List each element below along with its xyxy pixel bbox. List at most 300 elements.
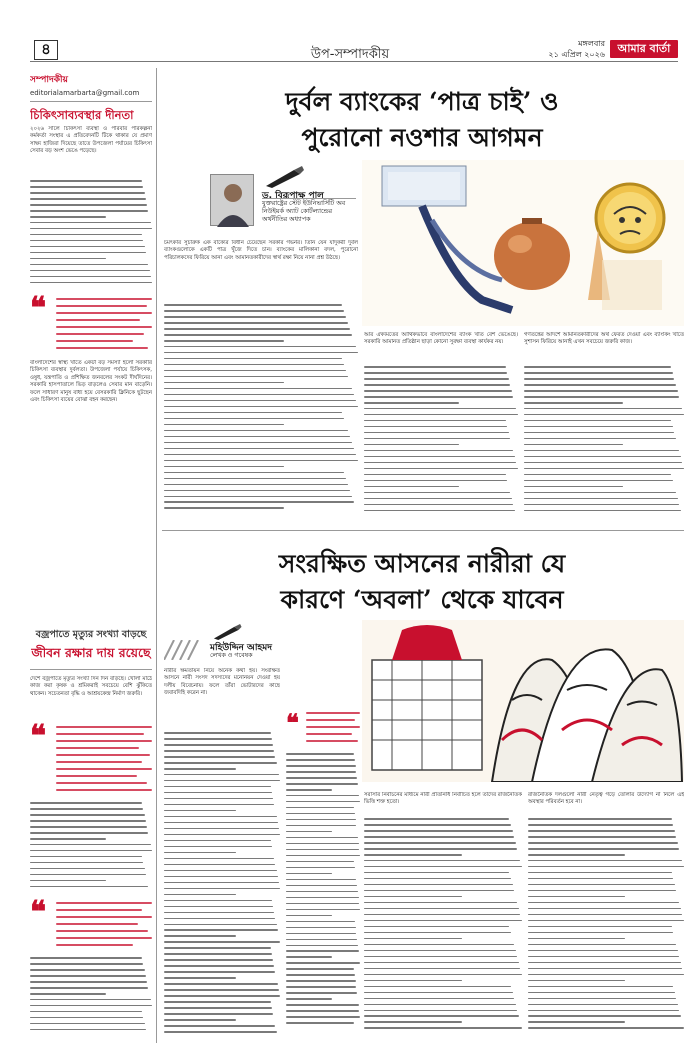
text-line	[30, 844, 151, 846]
text-line	[528, 980, 625, 982]
text-line	[164, 406, 358, 408]
text-line	[286, 849, 359, 851]
pen-icon	[210, 624, 244, 640]
text-line	[30, 838, 106, 840]
text-line	[30, 1029, 146, 1031]
text-line	[164, 412, 342, 414]
article1-author-role: যুক্তরাষ্ট্রের স্টেট ইউনিভার্সিটি অব নিউইয়র্ক অ্যাট কোর্টল্যান্ডের অর্থনীতির অধ্যাপক	[262, 200, 346, 223]
quote-mark-icon: ❝	[30, 895, 47, 930]
article2-body-lines	[528, 818, 684, 1038]
article2-author-role: লেখক ও গবেষক	[210, 652, 253, 659]
article2-col3-text: সরাসরি নির্বাচনের মাধ্যমে নারী প্রতিনিধি নির্বাচিত হলে তাঁদের রাজনৈতিক ভিত্তি শক্ত হতো।	[364, 792, 522, 806]
text-line	[30, 210, 148, 212]
text-line	[524, 474, 671, 476]
text-line	[164, 792, 272, 794]
text-line	[164, 888, 280, 890]
text-line	[528, 860, 682, 862]
text-line	[30, 1023, 145, 1025]
text-line	[364, 498, 512, 500]
text-line	[286, 813, 355, 815]
article2-col4-text: রাজনৈতিক দলগুলো নারী নেতৃত্ব গড়ে তোলার উদ্যোগ না নিলে এই অবস্থার পরিবর্তন হবে না।	[528, 792, 684, 806]
text-line	[286, 1022, 354, 1024]
text-line	[364, 366, 506, 368]
text-line	[164, 894, 236, 896]
text-line	[364, 1021, 462, 1023]
text-line	[164, 804, 274, 806]
text-line	[286, 939, 357, 941]
column-divider	[156, 68, 157, 1043]
text-line	[286, 968, 354, 970]
text-line	[286, 879, 356, 881]
text-line	[164, 364, 344, 366]
text-line	[528, 986, 673, 988]
editorial2-pull-quote	[30, 719, 152, 796]
text-line	[364, 848, 517, 850]
text-line	[164, 352, 358, 354]
article1-col2-text: আর ঐক্যমতের আর্থিকভাবে বাংলাদেশের ব্যাংক খাত বেশ ভেঙেছে। সরকারি আমানত প্রতিষ্ঠান ছাড়া কোনো সুরক্ষা ব্যবস্থা কার্যকর নয়।	[364, 332, 518, 346]
text-line	[30, 808, 143, 810]
text-line	[524, 438, 676, 440]
article1-author-name: ড. বিরূপাক্ষ পাল	[262, 191, 324, 201]
text-line	[164, 322, 348, 324]
text-line	[164, 780, 280, 782]
text-line	[286, 903, 359, 905]
text-line	[528, 962, 681, 964]
text-line	[30, 826, 147, 828]
text-line	[164, 762, 277, 764]
text-line	[164, 935, 236, 937]
text-line	[164, 840, 271, 842]
text-line	[364, 896, 462, 898]
text-line	[364, 396, 513, 398]
article1-headline-line1: দুর্বল ব্যাংকের ‘পাত্র চাই’ ও	[285, 87, 559, 116]
text-line	[524, 450, 679, 452]
text-line	[30, 975, 146, 977]
text-line	[528, 950, 678, 952]
text-line	[286, 1004, 359, 1006]
text-line	[364, 486, 459, 488]
text-line	[524, 372, 673, 374]
text-line	[364, 480, 507, 482]
text-line	[364, 920, 522, 922]
text-line	[286, 801, 360, 803]
text-line	[528, 854, 625, 856]
text-line	[286, 897, 359, 899]
article1-body-lines	[364, 366, 518, 516]
text-line	[30, 969, 145, 971]
text-line	[164, 1001, 271, 1003]
editorial2-lead: দেশে বজ্রপাতে মৃত্যুর সংখ্যা দিন দিন বাড়ছে। খোলা মাঠে কাজ করা কৃষক ও শ্রমিকরাই সবচেয়ে বেশি ঝুঁকিতে থাকেন। সচেতনতা বৃদ্ধি ও আশ্রয়কেন্দ্র নির্মাণ জরুরি।	[30, 676, 152, 697]
text-line	[286, 956, 332, 958]
text-line	[164, 810, 236, 812]
text-line	[164, 310, 344, 312]
text-line	[364, 998, 514, 1000]
text-line	[30, 264, 148, 266]
text-line	[524, 432, 674, 434]
text-line	[164, 846, 272, 848]
editorial2-pull-quote-2	[30, 895, 152, 951]
text-line	[164, 376, 348, 378]
text-line	[364, 830, 513, 832]
text-line	[164, 328, 350, 330]
text-line	[164, 977, 236, 979]
text-line	[524, 420, 671, 422]
header-rule	[30, 61, 678, 62]
text-line	[286, 765, 356, 767]
text-line	[30, 234, 142, 236]
editorial2-headline: জীবন রক্ষার দায় রয়েছে	[30, 645, 152, 670]
text-line	[286, 974, 355, 976]
text-line	[164, 882, 279, 884]
text-line	[524, 456, 681, 458]
text-line	[164, 394, 354, 396]
text-line	[528, 902, 679, 904]
text-line	[528, 1021, 625, 1023]
text-line	[286, 819, 356, 821]
text-line	[164, 870, 277, 872]
text-line	[164, 370, 346, 372]
text-line	[30, 282, 152, 284]
text-line	[164, 744, 273, 746]
article1-byline	[210, 166, 358, 232]
text-line	[524, 468, 684, 470]
text-line	[364, 468, 518, 470]
article1-illustration	[362, 160, 684, 326]
text-line	[164, 507, 284, 509]
text-line	[30, 856, 142, 858]
text-line	[30, 814, 145, 816]
text-line	[164, 400, 356, 402]
text-line	[364, 414, 518, 416]
text-line	[286, 885, 357, 887]
text-line	[286, 998, 332, 1000]
text-line	[30, 204, 147, 206]
text-line	[286, 777, 357, 779]
text-line	[30, 880, 106, 882]
text-line	[364, 992, 513, 994]
text-line	[164, 983, 278, 985]
text-line	[164, 472, 344, 474]
text-line	[364, 390, 512, 392]
text-line	[30, 186, 143, 188]
text-line	[30, 957, 142, 959]
text-line	[286, 783, 358, 785]
text-line	[524, 378, 674, 380]
text-line	[286, 915, 332, 917]
text-line	[528, 926, 672, 928]
text-line	[524, 366, 671, 368]
text-line	[164, 358, 342, 360]
text-line	[30, 276, 151, 278]
text-line	[30, 1011, 142, 1013]
article1-column-2	[364, 332, 518, 518]
text-line	[524, 390, 678, 392]
text-line	[164, 924, 277, 926]
text-line	[364, 1004, 516, 1006]
article2-column-4	[528, 792, 684, 1042]
text-line	[364, 884, 513, 886]
text-line	[524, 510, 681, 512]
text-line	[164, 858, 274, 860]
text-line	[30, 240, 143, 242]
text-line	[30, 981, 147, 983]
pull-quote-lines	[56, 898, 152, 951]
text-line	[364, 824, 511, 826]
text-line	[286, 933, 356, 935]
text-line	[524, 402, 623, 404]
text-line	[528, 920, 684, 922]
text-line	[364, 1015, 519, 1017]
article1-headline-line2: পুরোনো নওশার আগমন	[301, 123, 543, 152]
editorial-body	[30, 360, 152, 620]
text-line	[364, 438, 510, 440]
text-line	[364, 384, 510, 386]
text-line	[164, 900, 272, 902]
text-line	[364, 432, 509, 434]
text-line	[30, 862, 143, 864]
text-line	[30, 874, 146, 876]
text-line	[164, 501, 354, 503]
text-line	[364, 504, 513, 506]
text-line	[364, 980, 462, 982]
text-line	[524, 384, 676, 386]
page-header	[0, 0, 700, 62]
text-line	[528, 836, 676, 838]
text-line	[164, 959, 273, 961]
quote-mark-icon: ❝	[286, 708, 299, 737]
text-line	[30, 999, 151, 1001]
text-line	[364, 1027, 522, 1029]
text-line	[164, 460, 358, 462]
text-line	[524, 492, 676, 494]
article2-illustration	[362, 620, 684, 782]
text-line	[528, 1015, 681, 1017]
text-line	[524, 462, 682, 464]
text-line	[30, 802, 142, 804]
text-line	[164, 334, 352, 336]
text-line	[286, 980, 356, 982]
issue-date	[548, 38, 605, 60]
text-line	[286, 855, 360, 857]
article1-column-1	[164, 240, 358, 518]
text-line	[286, 873, 332, 875]
text-line	[364, 932, 511, 934]
text-line	[528, 872, 672, 874]
byline-stripes-icon	[164, 640, 204, 660]
text-line	[164, 496, 352, 498]
section-title: উপ-সম্পাদকীয়	[310, 47, 390, 62]
text-line	[164, 816, 277, 818]
text-line	[164, 965, 274, 967]
text-line	[30, 963, 143, 965]
text-line	[164, 798, 273, 800]
text-line	[286, 962, 360, 964]
text-line	[164, 989, 279, 991]
text-line	[364, 968, 520, 970]
text-line	[164, 484, 348, 486]
text-line	[528, 830, 675, 832]
text-line	[524, 480, 673, 482]
text-line	[528, 824, 673, 826]
text-line	[164, 732, 271, 734]
text-line	[286, 807, 354, 809]
text-line	[164, 1019, 236, 1021]
text-line	[164, 478, 346, 480]
text-line	[30, 228, 152, 230]
text-line	[164, 448, 354, 450]
article1-body-lines	[524, 366, 684, 516]
text-line	[30, 886, 148, 888]
text-line	[528, 974, 684, 976]
article2-headline-line1: সংরক্ষিত আসনের নারীরা যে	[278, 549, 566, 578]
text-line	[528, 968, 682, 970]
text-line	[164, 430, 348, 432]
text-line	[30, 868, 145, 870]
text-line	[164, 918, 275, 920]
text-line	[286, 753, 354, 755]
text-line	[164, 436, 350, 438]
text-line	[524, 444, 623, 446]
text-line	[164, 822, 278, 824]
text-line	[30, 180, 142, 182]
quote-mark-icon: ❝	[30, 719, 47, 754]
article1-body-lines	[164, 304, 358, 514]
text-line	[164, 418, 344, 420]
text-line	[164, 864, 275, 866]
text-line	[164, 442, 352, 444]
text-line	[364, 944, 514, 946]
article2-column-2	[286, 668, 360, 1042]
text-line	[30, 198, 146, 200]
article2-column-1	[164, 668, 280, 1042]
text-line	[528, 1010, 679, 1012]
text-line	[524, 504, 679, 506]
text-line	[164, 340, 284, 342]
text-line	[30, 216, 106, 218]
article2-byline	[210, 624, 350, 664]
text-line	[364, 986, 511, 988]
editorial-headline: চিকিৎসাব্যবস্থার দীনতা	[30, 108, 134, 122]
text-line	[364, 420, 506, 422]
article2-headline-line2: কারণে ‘অবলা’ থেকে যাবেন	[280, 585, 564, 614]
text-line	[286, 992, 357, 994]
text-line	[30, 1017, 143, 1019]
issue-day: মঙ্গলবার	[578, 39, 605, 48]
text-line	[364, 402, 459, 404]
text-line	[364, 426, 507, 428]
text-line	[164, 852, 236, 854]
pull-quote-lines	[56, 294, 152, 354]
text-line	[164, 750, 274, 752]
text-line	[364, 890, 514, 892]
text-line	[164, 1013, 273, 1015]
text-line	[364, 818, 509, 820]
text-line	[164, 466, 284, 468]
text-line	[164, 774, 279, 776]
text-line	[30, 987, 148, 989]
editorial2-kicker: বজ্রপাতে মৃত্যুর সংখ্যা বাড়ছে	[35, 629, 147, 640]
newspaper-logo: আমার বার্তা	[610, 40, 678, 58]
text-line	[164, 454, 356, 456]
text-line	[364, 1010, 517, 1012]
text-line	[30, 820, 146, 822]
text-line	[30, 222, 151, 224]
text-line	[164, 912, 274, 914]
text-line	[528, 842, 678, 844]
text-line	[30, 252, 146, 254]
editorial-lead: ২০২৬ সালে চিকিৎসা ব্যবস্থা ও পরিবার পরিকল্পনা কর্মকর্তা সংস্থার এ প্রতিবেদনটি টিকে থাকার যে প্রমাণ সাক্ষ্য হাজিরা দিয়েছে তাতে উপজেলা পর্যায়ের চিকিৎসা সেবার বড় অংশ ভেঙে পড়েছে।	[30, 126, 152, 155]
text-line	[528, 1027, 684, 1029]
article2-author-name: মহিউদ্দিন আহমদ	[210, 643, 273, 653]
text-line	[528, 956, 679, 958]
text-line	[528, 884, 675, 886]
editorial-body-lines	[30, 180, 152, 288]
article2-col1-text: নারীর ক্ষমতায়ন নিয়ে অনেক কথা হয়। সংরক্ষিত আসনে নারী সংসদ সদস্যদের মনোনয়ন দেওয়া হয় দলীয় বিবেচনায়। ফলে তাঁরা ভোটারদের কাছে জবাবদিহি করেন না।	[164, 668, 280, 697]
text-line	[286, 945, 358, 947]
text-line	[364, 872, 509, 874]
author-photo	[210, 174, 254, 226]
text-line	[286, 759, 355, 761]
text-line	[30, 1005, 152, 1007]
text-line	[164, 947, 271, 949]
text-line	[528, 1004, 678, 1006]
text-line	[164, 834, 280, 836]
editorial-label: সম্পাদকীয়	[30, 75, 68, 85]
text-line	[364, 372, 507, 374]
text-line	[364, 866, 522, 868]
article1-column-3	[524, 332, 684, 518]
text-line	[524, 426, 673, 428]
text-line	[30, 850, 152, 852]
article2-body-lines	[164, 732, 280, 1042]
text-line	[164, 786, 271, 788]
text-line	[364, 854, 462, 856]
article2-body-lines	[286, 753, 360, 1033]
text-line	[164, 1025, 275, 1027]
text-line	[364, 378, 509, 380]
article2-body-lines	[364, 818, 522, 1038]
text-line	[164, 971, 275, 973]
text-line	[164, 995, 280, 997]
article2-headline	[162, 546, 682, 618]
text-line	[286, 843, 359, 845]
text-line	[164, 876, 278, 878]
text-line	[364, 462, 516, 464]
text-line	[164, 346, 356, 348]
issue-date-text: ২১ এপ্রিল ২০২৬	[548, 50, 605, 59]
text-line	[524, 396, 679, 398]
text-line	[364, 950, 516, 952]
text-line	[164, 424, 284, 426]
text-line	[528, 992, 675, 994]
editorial2-body-lines-2	[30, 957, 152, 1037]
editorial-body-text: বাংলাদেশের স্বাস্থ্য খাতে একটা বড় সমস্যা হলো সরকারি চিকিৎসা ব্যবস্থার দুর্বলতা। উপজেলা পর্যায়ে চিকিৎসক, ওষুধ, যন্ত্রপাতি ও প্রশিক্ষিত জনবলের সংকট দীর্ঘদিনের। সরকারি হাসপাতালে ভিড় বাড়লেও সেবার মান বাড়েনি। ফলে সাধারণ মানুষ বাধ্য হয়ে বেসরকারি ক্লিনিকে ছুটছেন এবং চিকিৎসা ব্যয়ের বোঝা বহন করছেন।	[30, 360, 152, 404]
text-line	[528, 866, 684, 868]
page-number: ৪	[34, 40, 58, 60]
text-line	[528, 938, 625, 940]
text-line	[286, 771, 356, 773]
text-line	[528, 818, 672, 820]
text-line	[286, 867, 355, 869]
text-line	[164, 1007, 272, 1009]
text-line	[286, 825, 356, 827]
text-line	[528, 998, 676, 1000]
text-line	[528, 848, 679, 850]
text-line	[164, 906, 273, 908]
text-line	[164, 941, 280, 943]
text-line	[30, 246, 145, 248]
text-line	[528, 932, 673, 934]
